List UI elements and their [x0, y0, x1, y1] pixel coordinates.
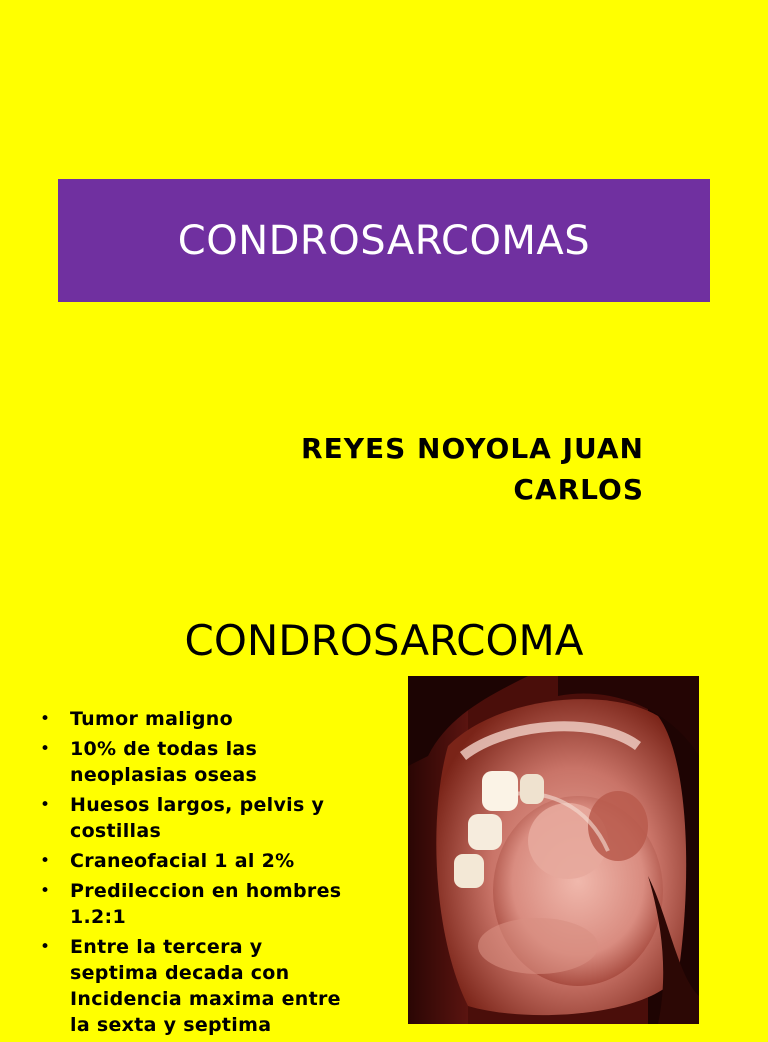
bullet-item: [40, 878, 375, 930]
bullet-item: [40, 792, 375, 844]
section-title: CONDROSARCOMA: [184, 616, 584, 665]
bullet-item: [40, 736, 375, 788]
bullet-text: 1.2:1: [70, 906, 126, 928]
bullet-text: Huesos largos, pelvis y: [70, 794, 325, 816]
bullet-icon: •: [40, 709, 51, 729]
bullet-icon: •: [40, 937, 51, 957]
bullet-text: neoplasias oseas: [70, 764, 258, 786]
clinical-photo: [408, 676, 699, 1024]
bullet-text: costillas: [70, 820, 162, 842]
slide-title: CONDROSARCOMAS: [177, 217, 591, 264]
author-line-2: CARLOS: [513, 473, 644, 506]
bullet-item: [40, 848, 375, 874]
bullet-text: Entre la tercera y: [70, 936, 263, 958]
bullet-text: Predileccion en hombres: [70, 880, 342, 902]
bullet-text: 10% de todas las: [70, 738, 258, 760]
bullet-icon: •: [40, 795, 51, 815]
title-banner: [58, 179, 710, 302]
bullet-item: [40, 934, 375, 1038]
bullet-text: Incidencia maxima entre: [70, 988, 341, 1010]
bullet-text: Craneofacial 1 al 2%: [70, 850, 295, 872]
bullet-list: [40, 706, 375, 1042]
bullet-text: la sexta y septima: [70, 1014, 272, 1036]
bullet-icon: •: [40, 851, 51, 871]
author-name: [184, 428, 644, 510]
bullet-item: [40, 706, 375, 732]
bullet-text: Tumor maligno: [70, 708, 233, 730]
bullet-icon: •: [40, 739, 51, 759]
bullet-text: septima decada con: [70, 962, 290, 984]
bullet-icon: •: [40, 881, 51, 901]
author-line-1: REYES NOYOLA JUAN: [301, 432, 644, 465]
